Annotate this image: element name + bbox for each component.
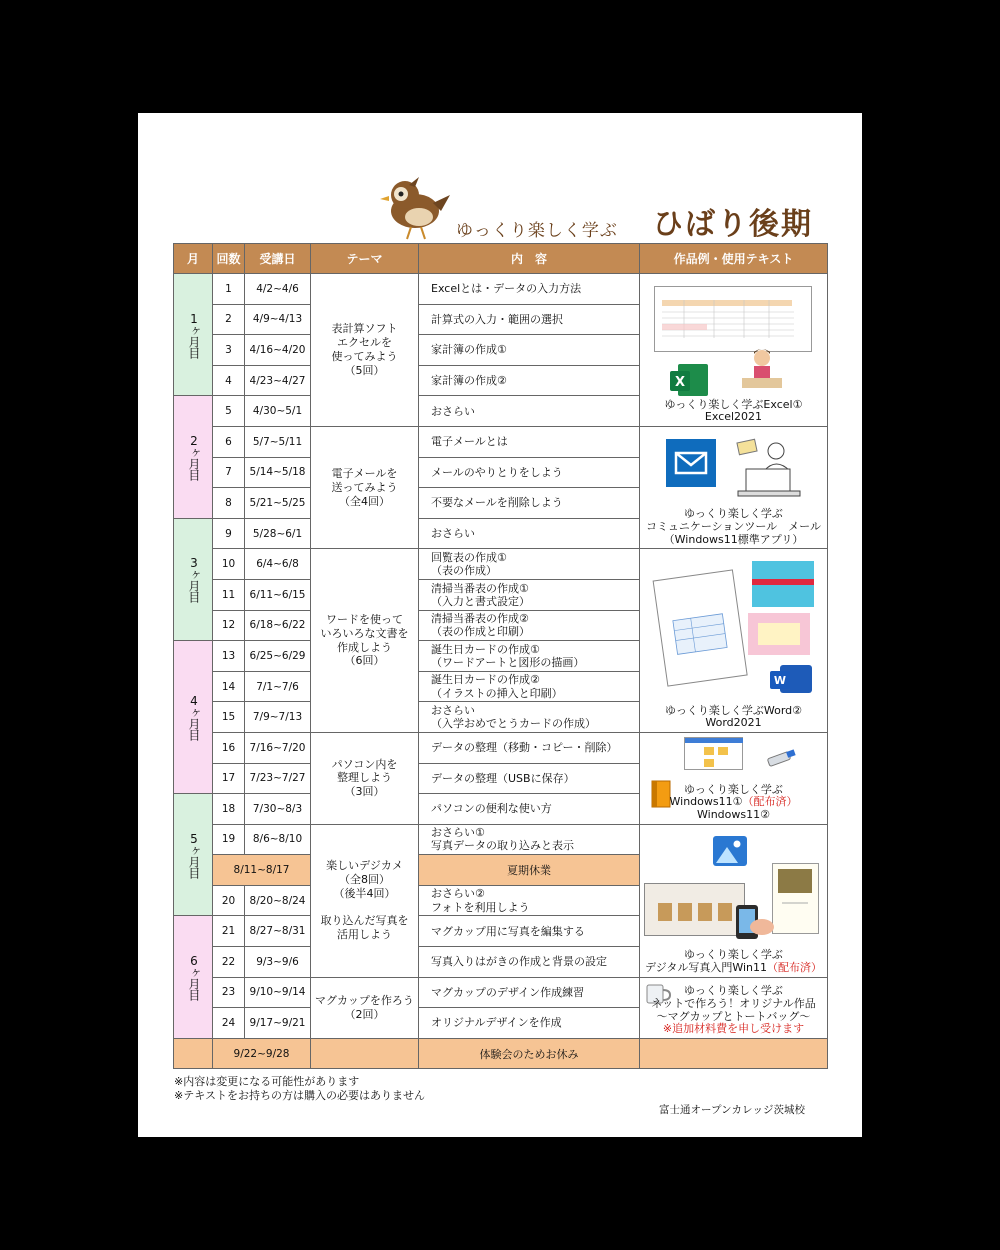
theme-cell xyxy=(311,977,419,1038)
content-cell: 不要なメールを削除しよう xyxy=(419,488,640,519)
theme-text: 楽しいデジカメ （全8回） （後半4回） 取り込んだ写真を 活用しよう xyxy=(320,859,409,942)
work-text xyxy=(640,949,827,974)
header-month: 月 xyxy=(174,244,213,274)
session-date: 6/18~6/22 xyxy=(245,610,311,641)
course-subtitle: ゆっくり楽しく学ぶ xyxy=(456,221,618,241)
blank-cell xyxy=(640,1038,828,1069)
svg-text:X: X xyxy=(674,375,686,390)
session-date: 4/30~5/1 xyxy=(245,396,311,427)
session-number: 4 xyxy=(213,365,245,396)
table-header-row xyxy=(174,244,828,274)
session-number: 6 xyxy=(213,426,245,457)
sparrow-mascot-icon xyxy=(375,173,451,243)
content-cell: おさらい （入学おめでとうカードの作成） xyxy=(419,702,640,733)
theme-text: パソコン内を 整理しよう （3回） xyxy=(331,757,398,799)
distributed-note: （配布済） xyxy=(767,961,822,975)
session-date: 5/21~5/25 xyxy=(245,488,311,519)
session-number: 11 xyxy=(213,579,245,610)
session-number: 24 xyxy=(213,1008,245,1039)
content-cell: データの整理（移動・コピー・削除） xyxy=(419,732,640,763)
file-explorer-thumbnail xyxy=(684,737,744,771)
work-text-main: ゆっくり楽しく学ぶ Windows11① xyxy=(669,782,783,809)
month-cell: 4ヶ月目 xyxy=(174,641,213,794)
work-text: ゆっくり楽しく学ぶWord② Word2021 xyxy=(664,703,803,730)
work-text-main: ゆっくり楽しく学ぶ デジタル写真入門Win11 xyxy=(645,948,783,975)
blank-cell xyxy=(174,1038,213,1069)
session-number: 22 xyxy=(213,947,245,978)
usb-drive-icon xyxy=(764,749,800,769)
session-number: 5 xyxy=(213,396,245,427)
work-cell xyxy=(640,426,828,548)
session-number: 12 xyxy=(213,610,245,641)
session-number: 1 xyxy=(213,274,245,305)
content-cell: 清掃当番表の作成② （表の作成と印刷） xyxy=(419,610,640,641)
theme-text: ワードを使って いろいろな文書を 作成しよう （6回） xyxy=(320,613,409,668)
content-cell: 回覧表の作成① （表の作成） xyxy=(419,549,640,580)
school-name: 富士通オープンカレッジ茨城校 xyxy=(659,1104,805,1116)
content-cell: おさらい xyxy=(419,396,640,427)
work-text-sub: Windows11② xyxy=(697,808,770,822)
month-cell: 3ヶ月目 xyxy=(174,518,213,640)
session-number: 2 xyxy=(213,304,245,335)
content-cell: 家計簿の作成② xyxy=(419,365,640,396)
session-date: 5/7~5/11 xyxy=(245,426,311,457)
break-date: 9/22~9/28 xyxy=(213,1038,311,1069)
content-cell: 誕生日カードの作成① （ワードアートと図形の描画） xyxy=(419,641,640,672)
table-row xyxy=(174,549,828,580)
table-row xyxy=(174,824,828,855)
break-content: 体験会のためお休み xyxy=(419,1038,640,1069)
work-text: ゆっくり楽しく学ぶExcel① Excel2021 xyxy=(664,397,803,424)
session-date: 4/16~4/20 xyxy=(245,335,311,366)
photo-collage-thumbnail xyxy=(644,883,778,945)
session-number: 8 xyxy=(213,488,245,519)
session-number: 13 xyxy=(213,641,245,672)
session-date: 6/4~6/8 xyxy=(245,549,311,580)
blank-cell xyxy=(311,1038,419,1069)
note-line: ※内容は変更になる可能性があります xyxy=(174,1075,360,1088)
content-cell: マグカップ用に写真を編集する xyxy=(419,916,640,947)
theme-cell xyxy=(311,732,419,824)
table-row xyxy=(174,977,828,1008)
theme-cell xyxy=(311,549,419,733)
work-text-main: ゆっくり楽しく学ぶ ネットで作ろう！オリジナル作品 ～マグカップとトートバッグ～ xyxy=(651,984,816,1023)
session-date: 7/30~8/3 xyxy=(245,794,311,825)
holiday-date: 8/11~8/17 xyxy=(213,855,311,886)
header-works: 作品例・使用テキスト xyxy=(640,244,828,274)
content-cell: マグカップのデザイン作成練習 xyxy=(419,977,640,1008)
theme-text: 電子メールを 送ってみよう （全4回） xyxy=(331,467,398,508)
session-number: 7 xyxy=(213,457,245,488)
work-text xyxy=(640,784,827,822)
content-cell: おさらい① 写真データの取り込みと表示 xyxy=(419,824,640,855)
course-title: ひばり後期 xyxy=(653,207,813,242)
header-date: 受講日 xyxy=(245,244,311,274)
excel-app-icon xyxy=(670,362,710,400)
session-date: 7/1~7/6 xyxy=(245,671,311,702)
document-page xyxy=(138,113,862,1137)
content-cell: 電子メールとは xyxy=(419,426,640,457)
photos-app-icon xyxy=(712,835,750,869)
holiday-content: 夏期休業 xyxy=(419,855,640,886)
session-date: 9/17~9/21 xyxy=(245,1008,311,1039)
theme-cell xyxy=(311,426,419,548)
content-cell: メールのやりとりをしよう xyxy=(419,457,640,488)
session-number: 23 xyxy=(213,977,245,1008)
session-date: 4/23~4/27 xyxy=(245,365,311,396)
month-cell: 1ヶ月目 xyxy=(174,274,213,396)
session-date: 4/2~4/6 xyxy=(245,274,311,305)
session-date: 5/14~5/18 xyxy=(245,457,311,488)
work-cell xyxy=(640,977,828,1038)
theme-cell xyxy=(311,824,419,977)
table-row xyxy=(174,274,828,305)
session-date: 9/10~9/14 xyxy=(245,977,311,1008)
distributed-note: （配布済） xyxy=(742,795,798,809)
content-cell: 誕生日カードの作成② （イラストの挿入と印刷） xyxy=(419,671,640,702)
content-cell: 家計簿の作成① xyxy=(419,335,640,366)
table-row xyxy=(174,732,828,763)
table-row xyxy=(174,1038,828,1069)
session-number: 21 xyxy=(213,916,245,947)
theme-cell xyxy=(311,274,419,427)
content-cell: パソコンの便利な使い方 xyxy=(419,794,640,825)
session-date: 8/27~8/31 xyxy=(245,916,311,947)
work-cell xyxy=(640,824,828,977)
content-cell: 計算式の入力・範囲の選択 xyxy=(419,304,640,335)
notes xyxy=(174,1075,425,1103)
session-number: 9 xyxy=(213,518,245,549)
session-number: 3 xyxy=(213,335,245,366)
session-number: 15 xyxy=(213,702,245,733)
note-line: ※テキストをお持ちの方は購入の必要はありません xyxy=(174,1088,425,1102)
schedule-table xyxy=(173,243,828,1069)
session-date: 9/3~9/6 xyxy=(245,947,311,978)
session-date: 4/9~4/13 xyxy=(245,304,311,335)
session-number: 10 xyxy=(213,549,245,580)
word-documents-thumbnail xyxy=(652,557,820,695)
material-fee-note: ※追加材料費を申し受けます xyxy=(662,1022,805,1036)
header-count: 回数 xyxy=(213,244,245,274)
theme-text: マグカップを作ろう （2回） xyxy=(315,994,414,1021)
month-cell: 5ヶ月目 xyxy=(174,794,213,916)
session-number: 16 xyxy=(213,732,245,763)
session-number: 19 xyxy=(213,824,245,855)
session-date: 7/23~7/27 xyxy=(245,763,311,794)
session-date: 6/11~6/15 xyxy=(245,579,311,610)
content-cell: 写真入りはがきの作成と背景の設定 xyxy=(419,947,640,978)
work-cell xyxy=(640,732,828,824)
content-cell: おさらい xyxy=(419,518,640,549)
theme-text: 表計算ソフト エクセルを 使ってみよう （5回） xyxy=(331,322,398,377)
session-date: 7/16~7/20 xyxy=(245,732,311,763)
work-cell xyxy=(640,274,828,427)
thank-you-card-thumbnail xyxy=(772,863,820,935)
content-cell: データの整理（USBに保存） xyxy=(419,763,640,794)
person-at-desk-illustration xyxy=(738,344,786,394)
session-date: 8/20~8/24 xyxy=(245,885,311,916)
session-number: 18 xyxy=(213,794,245,825)
content-cell: オリジナルデザインを作成 xyxy=(419,1008,640,1039)
month-cell: 6ヶ月目 xyxy=(174,916,213,1038)
session-number: 20 xyxy=(213,885,245,916)
header-content: 内 容 xyxy=(419,244,640,274)
person-with-laptop-illustration xyxy=(732,437,808,499)
session-date: 5/28~6/1 xyxy=(245,518,311,549)
session-date: 7/9~7/13 xyxy=(245,702,311,733)
month-cell: 2ヶ月目 xyxy=(174,396,213,518)
content-cell: 清掃当番表の作成① （入力と書式設定） xyxy=(419,579,640,610)
header-theme: テーマ xyxy=(311,244,419,274)
excel-sheet-thumbnail xyxy=(654,286,812,356)
mail-app-icon xyxy=(666,439,722,489)
content-cell: Excelとは・データの入力方法 xyxy=(419,274,640,305)
session-date: 8/6~8/10 xyxy=(245,824,311,855)
session-number: 14 xyxy=(213,671,245,702)
work-text: ゆっくり楽しく学ぶ コミュニケーションツール メール （Windows11標準アプリ） xyxy=(646,507,821,546)
svg-text:W: W xyxy=(773,674,787,688)
content-cell: おさらい② フォトを利用しよう xyxy=(419,885,640,916)
work-text xyxy=(640,985,827,1036)
table-row xyxy=(174,426,828,457)
session-date: 6/25~6/29 xyxy=(245,641,311,672)
session-number: 17 xyxy=(213,763,245,794)
work-cell xyxy=(640,549,828,733)
